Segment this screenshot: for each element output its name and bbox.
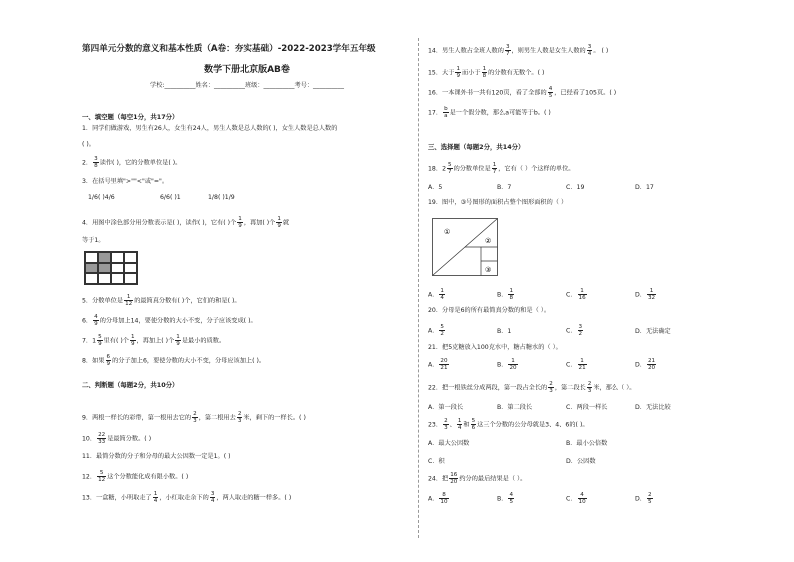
figure-label-2: ② (485, 237, 492, 245)
q21-option-c[interactable]: C． $\frac{1}{21}$ (566, 358, 586, 371)
exam-subtitle: 数学下册北京版AB卷 (204, 65, 290, 75)
q24-option-c[interactable]: C． $\frac{4}{10}$ (566, 492, 586, 505)
question-24: 24．把 $\frac{16}{20}$ 约分的最后结果是（ ）。 (428, 472, 527, 485)
q22-option-c[interactable]: C．两段一样长 (566, 404, 608, 411)
question-6: 6． $\frac{4}{9}$ 的分母加上14，要使分数的大小不变，分子应该变成( )。 (82, 314, 257, 327)
q23-option-d[interactable]: D．公因数 (566, 458, 596, 465)
figure-label-1: ① (444, 228, 451, 236)
q20-option-b[interactable]: B．1 (497, 328, 512, 335)
compare-1: 1/6( )4/6 (88, 194, 115, 201)
question-14: 14．男生人数占全班人数的 $\frac{3}{7}$ ，则男生人数是女生人数的 $\frac{3}{4}$ 。 ( ) (428, 44, 609, 57)
question-19: 19．图中，③号图形的面积占整个图形面积的（ ） (428, 199, 568, 206)
question-2: 2． $\frac{3}{8}$ 读作( )，它的分数单位是( )。 (82, 156, 182, 169)
q19-option-d[interactable]: D． $\frac{1}{32}$ (635, 288, 656, 301)
q18-option-d[interactable]: D．17 (635, 184, 654, 191)
compare-2: 6/6( )1 (160, 194, 181, 201)
question-11: 11．最简分数的分子和分母的最大公因数一定是1。( ) (82, 453, 231, 460)
column-divider (418, 38, 419, 538)
q23-option-c[interactable]: C．积 (428, 458, 445, 465)
question-15: 15．大于 $\frac{1}{9}$ 而小于 $\frac{1}{8}$ 的分数有无数个。( ) (428, 66, 545, 79)
question-18: 18．2 $\frac{5}{7}$ 的分数单位是 $\frac{1}{7}$ ，它有（ ）个这样的单位。 (428, 162, 575, 175)
question-10: 10． $\frac{22}{33}$ 是最简分数。( ) (82, 432, 152, 445)
section-multiple-choice: 三、选择题（每题2分，共14分） (428, 143, 525, 151)
q18-option-c[interactable]: C．19 (566, 184, 585, 191)
q22-option-a[interactable]: A．第一段长 (428, 404, 464, 411)
section-fill-in: 一、填空题（每空1分，共17分） (82, 113, 179, 121)
q22-option-b[interactable]: B．第二段长 (497, 404, 533, 411)
q18-option-a[interactable]: A．5 (428, 184, 443, 191)
shaded-grid-figure (84, 251, 138, 285)
student-info-line: 学校:__________姓名：__________班级：__________考号：__________ (150, 82, 344, 89)
q20-option-c[interactable]: C． $\frac{3}{2}$ (566, 324, 583, 337)
question-23: 23． $\frac{2}{3}$ 、 $\frac{1}{4}$ 和 $\frac{5}{6}$ 这三个分数的公分母就是3、4、6的( )。 (428, 418, 589, 431)
section-true-false: 二、判断题（每题2分，共10分） (82, 381, 179, 389)
q24-option-d[interactable]: D． $\frac{2}{5}$ (635, 492, 652, 505)
question-12: 12． $\frac{5}{12}$ 这个分数能化成有限小数。( ) (82, 470, 189, 483)
fraction: $\frac{3}{8}$ (94, 156, 98, 169)
area-figure (432, 218, 498, 276)
question-21: 21．把5克糖放入100克水中，糖占糖水的（ ）。 (428, 344, 562, 351)
question-8: 8．如果 $\frac{6}{9}$ 的分子加上6，要使分数的大小不变，分母应该加上( )。 (82, 354, 266, 367)
question-9: 9．两根一样长的彩带，第一根用去它的 $\frac{2}{3}$ ，第二根用去 $\frac{2}{3}$ 米，剩下的一样长。( ) (82, 411, 306, 424)
q19-option-b[interactable]: B． $\frac{1}{8}$ (497, 288, 513, 301)
compare-3: 1/8( )1/9 (208, 194, 235, 201)
question-17: 17． $\frac{b}{a}$ 是一个假分数，那么a可能等于b。( ) (428, 106, 551, 119)
question-5: 5．分数单位是 $\frac{1}{12}$ 的最简真分数有( )个，它们的和是( )。 (82, 294, 241, 307)
question-4-cont: 等于1。 (82, 237, 105, 244)
q21-option-a[interactable]: A． $\frac{20}{21}$ (428, 358, 448, 371)
question-4: 4．用图中涂色部分用分数表示是( )，读作( )，它有( )个 $\frac{1}{9}$ ，再加( )个 $\frac{1}{9}$ 就 (82, 216, 290, 229)
question-3: 3．在括号里填">""<"或"="。 (82, 178, 169, 185)
question-13: 13．一盒糖，小明取走了 $\frac{1}{4}$ ，小红取走余下的 $\frac{3}{4}$ ，两人取走的糖一样多。( ) (82, 491, 292, 504)
q18-option-b[interactable]: B．7 (497, 184, 512, 191)
figure-label-3: ③ (485, 266, 492, 274)
question-1-cont: ( )。 (82, 141, 95, 148)
q19-option-c[interactable]: C． $\frac{1}{16}$ (566, 288, 586, 301)
q24-option-a[interactable]: A． $\frac{8}{10}$ (428, 492, 448, 505)
q22-option-d[interactable]: D．无法比较 (635, 404, 671, 411)
q23-option-a[interactable]: A．最大公因数 (428, 440, 470, 447)
question-7: 7．1 $\frac{5}{9}$ 里有( )个 $\frac{1}{9}$ ，再加上( )个 $\frac{1}{9}$ 是最小的质数。 (82, 334, 226, 347)
question-1: 1．同学们做游戏，男生有26人，女生有24人，男生人数是总人数的( )，女生人数是总人数的 (82, 125, 338, 132)
q24-option-b[interactable]: B． $\frac{4}{5}$ (497, 492, 513, 505)
question-22: 22．把一根铁丝分成两段，第一段占全长的 $\frac{2}{3}$ ，第二段长 $\frac{2}{3}$ 米，那么（ ）。 (428, 381, 636, 394)
q21-option-d[interactable]: D． $\frac{21}{20}$ (635, 358, 656, 371)
q20-option-d[interactable]: D．无法确定 (635, 328, 671, 335)
q23-option-b[interactable]: B．最小公倍数 (566, 440, 608, 447)
question-16: 16．一本课外书一共有120页，看了全部的 $\frac{4}{5}$ ，已经看了105页。( ) (428, 86, 617, 99)
q20-option-a[interactable]: A． $\frac{5}{2}$ (428, 324, 444, 337)
question-20: 20．分母是6的所有最简真分数的和是（ ）。 (428, 307, 551, 314)
q19-option-a[interactable]: A． $\frac{1}{4}$ (428, 288, 444, 301)
q21-option-b[interactable]: B． $\frac{1}{20}$ (497, 358, 517, 371)
exam-title: 第四单元分数的意义和基本性质（A卷：夯实基础）-2022-2023学年五年级 (82, 44, 376, 54)
